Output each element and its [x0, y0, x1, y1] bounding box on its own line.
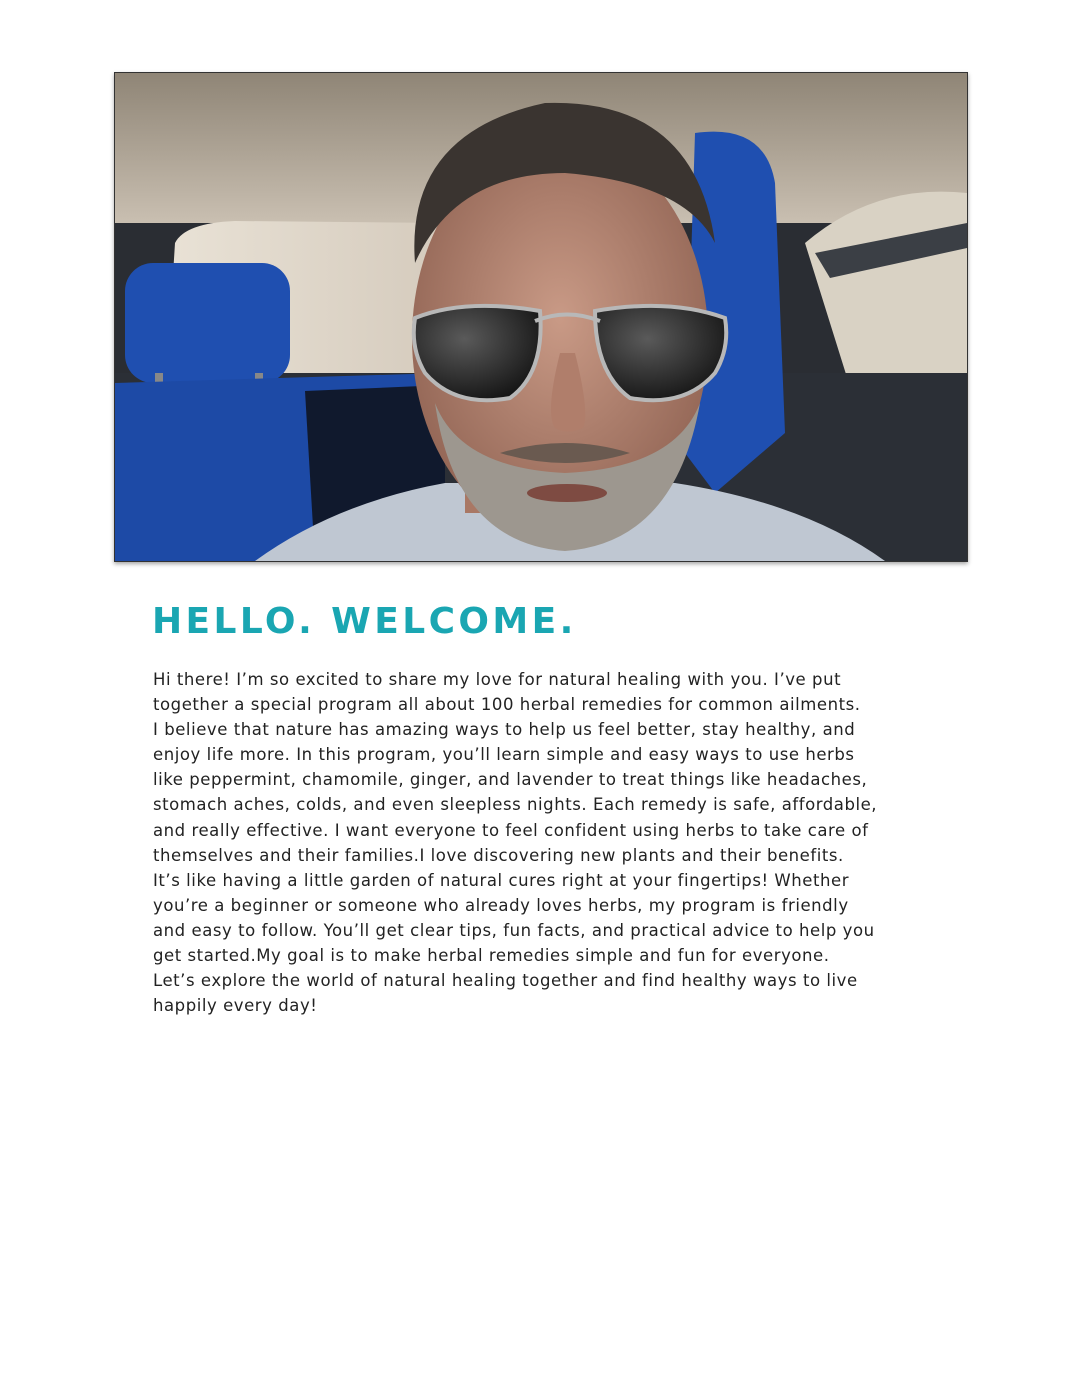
paragraph-line: It’s like having a little garden of natural cures right at your fingertips! Whether	[153, 870, 850, 890]
paragraph-line: Let’s explore the world of natural healing together and find healthy ways to live	[153, 971, 858, 991]
paragraph-line: happily every day!	[153, 996, 318, 1016]
paragraph-line: get started.My goal is to make herbal remedies simple and fun for everyone.	[153, 946, 830, 966]
page-title: HELLO. WELCOME.	[152, 601, 577, 642]
paragraph-line: enjoy life more. In this program, you’ll learn simple and easy ways to use herbs	[153, 745, 855, 765]
paragraph-line: I believe that nature has amazing ways to help us feel better, stay healthy, and	[153, 720, 856, 740]
paragraph-line: Hi there! I’m so excited to share my love for natural healing with you. I’ve put	[153, 670, 842, 689]
paragraph-line: like peppermint, chamomile, ginger, and lavender to treat things like headaches,	[153, 770, 868, 790]
paragraph-line: stomach aches, colds, and even sleepless nights. Each remedy is safe, affordable,	[153, 795, 878, 815]
paragraph-line: together a special program all about 100 herbal remedies for common ailments.	[153, 695, 861, 715]
paragraph-line: and easy to follow. You’ll get clear tips, fun facts, and practical advice to help you	[153, 920, 875, 940]
paragraph-line: and really effective. I want everyone to feel confident using herbs to take care of	[153, 820, 869, 840]
paragraph-line: you’re a beginner or someone who already loves herbs, my program is friendly	[153, 895, 849, 915]
welcome-paragraph	[153, 667, 943, 1018]
selfie-illustration	[115, 73, 967, 561]
paragraph-line: themselves and their families.I love discovering new plants and their benefits.	[153, 845, 844, 865]
author-photo	[114, 72, 968, 562]
